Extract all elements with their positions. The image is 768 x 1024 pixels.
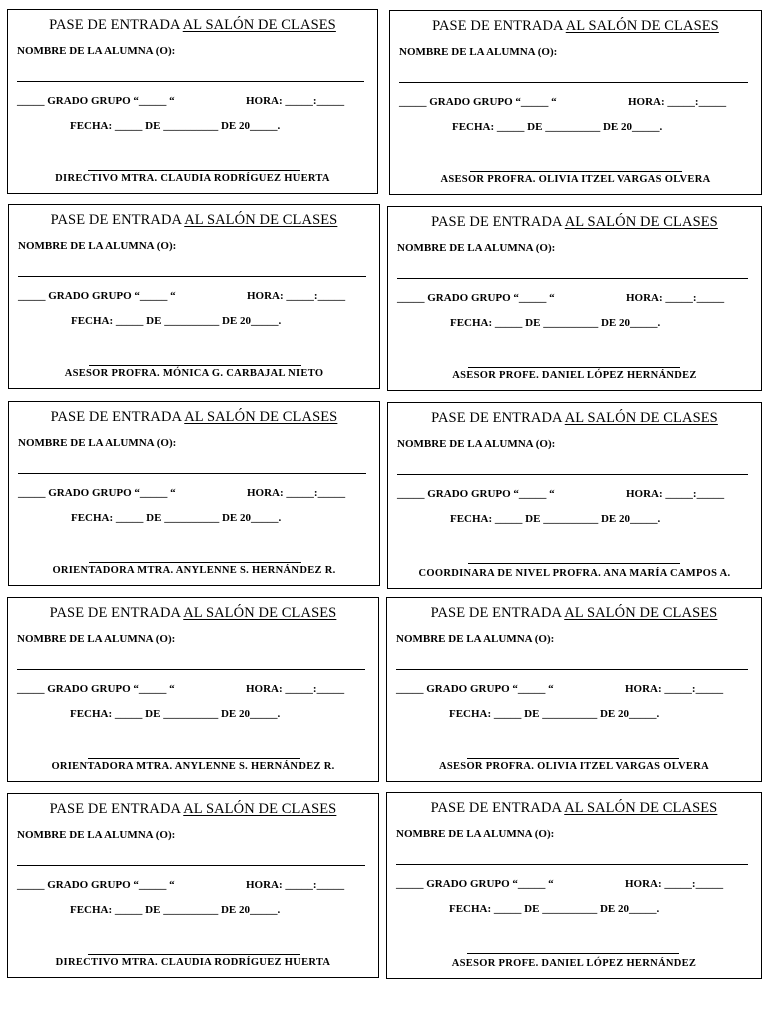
student-name-label: NOMBRE DE LA ALUMNA (O): <box>396 828 555 840</box>
pass-title <box>8 17 377 34</box>
fecha-field: FECHA: _____ DE __________ DE 20_____. <box>449 708 660 720</box>
pass-title-underlined: AL SALÓN DE CLASES <box>184 212 338 228</box>
hora-field: HORA: _____:_____ <box>626 488 725 500</box>
grado-grupo-field <box>17 879 175 891</box>
hora-field: HORA: _____:_____ <box>246 879 345 891</box>
pass-title-plain: PASE DE ENTRADA <box>50 212 185 228</box>
pass-title-underlined: AL SALÓN DE CLASES <box>564 605 718 621</box>
entry-pass-card <box>7 793 379 978</box>
grado-grupo-label: GRADO GRUPO “_____ “ <box>427 292 555 304</box>
hora-field: HORA: _____:_____ <box>247 290 346 302</box>
student-name-line <box>17 81 364 82</box>
fecha-field: FECHA: _____ DE __________ DE 20_____. <box>71 315 282 327</box>
grado-blank: _____ <box>396 683 427 695</box>
student-name-line <box>18 473 366 474</box>
signer-name: ASESOR PROFE. DANIEL LÓPEZ HERNÁNDEZ <box>452 370 697 381</box>
entry-pass-card <box>8 204 380 389</box>
grado-blank: _____ <box>17 879 48 891</box>
fecha-field: FECHA: _____ DE __________ DE 20_____. <box>70 120 281 132</box>
signature-line <box>468 367 680 368</box>
grado-blank: _____ <box>397 292 428 304</box>
student-name-line <box>397 278 748 279</box>
grado-grupo-label: GRADO GRUPO “_____ “ <box>47 95 175 107</box>
pass-title-plain: PASE DE ENTRADA <box>431 214 565 230</box>
pass-title-underlined: AL SALÓN DE CLASES <box>564 800 718 816</box>
entry-pass-card <box>387 402 762 589</box>
pass-title <box>9 409 379 426</box>
grado-blank: _____ <box>18 487 49 499</box>
entry-pass-card <box>7 597 379 782</box>
student-name-label: NOMBRE DE LA ALUMNA (O): <box>17 829 176 841</box>
pass-title-plain: PASE DE ENTRADA <box>49 605 184 621</box>
entry-pass-card <box>387 206 762 391</box>
hora-field: HORA: _____:_____ <box>246 95 345 107</box>
grado-grupo-label: GRADO GRUPO “_____ “ <box>48 487 176 499</box>
signer-name: ORIENTADORA MTRA. ANYLENNE S. HERNÁNDEZ R. <box>51 761 335 772</box>
grado-grupo-label: GRADO GRUPO “_____ “ <box>426 878 554 890</box>
student-name-label: NOMBRE DE LA ALUMNA (O): <box>17 633 176 645</box>
student-name-line <box>18 276 366 277</box>
signer-name: DIRECTIVO MTRA. CLAUDIA RODRÍGUEZ HUERTA <box>55 957 331 968</box>
grado-grupo-field <box>397 488 555 500</box>
signature-line <box>88 758 300 759</box>
student-name-line <box>396 864 748 865</box>
grado-grupo-field <box>18 487 176 499</box>
hora-field: HORA: _____:_____ <box>625 683 724 695</box>
pass-title <box>388 410 761 427</box>
grado-grupo-label: GRADO GRUPO “_____ “ <box>429 96 557 108</box>
pass-title-plain: PASE DE ENTRADA <box>49 801 184 817</box>
entry-pass-card <box>389 10 762 195</box>
hora-field: HORA: _____:_____ <box>247 487 346 499</box>
grado-grupo-field <box>399 96 557 108</box>
fecha-field: FECHA: _____ DE __________ DE 20_____. <box>70 708 281 720</box>
grado-grupo-label: GRADO GRUPO “_____ “ <box>426 683 554 695</box>
signer-name: ASESOR PROFRA. OLIVIA ITZEL VARGAS OLVERA <box>440 174 711 185</box>
pass-title-underlined: AL SALÓN DE CLASES <box>183 605 337 621</box>
pass-title <box>8 801 378 818</box>
pass-title-underlined: AL SALÓN DE CLASES <box>182 17 336 33</box>
signature-line <box>88 954 300 955</box>
hora-field: HORA: _____:_____ <box>628 96 727 108</box>
grado-grupo-label: GRADO GRUPO “_____ “ <box>47 879 175 891</box>
grado-grupo-label: GRADO GRUPO “_____ “ <box>47 683 175 695</box>
pass-title <box>8 605 378 622</box>
entry-pass-card <box>386 597 762 782</box>
fecha-field: FECHA: _____ DE __________ DE 20_____. <box>70 904 281 916</box>
pass-title <box>9 212 379 229</box>
signature-line <box>89 365 301 366</box>
pass-title-plain: PASE DE ENTRADA <box>430 605 565 621</box>
student-name-line <box>17 669 365 670</box>
signature-line <box>88 170 300 171</box>
signer-name: ORIENTADORA MTRA. ANYLENNE S. HERNÁNDEZ R. <box>52 565 336 576</box>
entry-pass-card <box>386 792 762 979</box>
pass-title-plain: PASE DE ENTRADA <box>430 800 565 816</box>
pass-title-plain: PASE DE ENTRADA <box>49 17 183 33</box>
grado-grupo-label: GRADO GRUPO “_____ “ <box>48 290 176 302</box>
hora-field: HORA: _____:_____ <box>246 683 345 695</box>
grado-blank: _____ <box>397 488 428 500</box>
fecha-field: FECHA: _____ DE __________ DE 20_____. <box>449 903 660 915</box>
pass-title-plain: PASE DE ENTRADA <box>431 410 565 426</box>
student-name-label: NOMBRE DE LA ALUMNA (O): <box>18 437 177 449</box>
entry-pass-card <box>8 401 380 586</box>
student-name-label: NOMBRE DE LA ALUMNA (O): <box>397 242 556 254</box>
pass-title-plain: PASE DE ENTRADA <box>50 409 185 425</box>
signature-line <box>467 953 679 954</box>
pass-title-plain: PASE DE ENTRADA <box>432 18 566 34</box>
pass-title <box>387 800 761 817</box>
student-name-line <box>397 474 748 475</box>
student-name-label: NOMBRE DE LA ALUMNA (O): <box>18 240 177 252</box>
grado-blank: _____ <box>17 683 48 695</box>
grado-blank: _____ <box>396 878 427 890</box>
grado-grupo-field <box>396 683 554 695</box>
entry-pass-card <box>7 9 378 194</box>
hora-field: HORA: _____:_____ <box>625 878 724 890</box>
student-name-line <box>399 82 748 83</box>
signer-name: DIRECTIVO MTRA. CLAUDIA RODRÍGUEZ HUERTA <box>55 173 330 184</box>
student-name-line <box>396 669 748 670</box>
signature-line <box>467 758 679 759</box>
grado-blank: _____ <box>17 95 48 107</box>
pass-title <box>387 605 761 622</box>
grado-grupo-field <box>397 292 555 304</box>
grado-blank: _____ <box>18 290 49 302</box>
grado-grupo-field <box>396 878 554 890</box>
pass-title-underlined: AL SALÓN DE CLASES <box>183 801 337 817</box>
signature-line <box>89 562 301 563</box>
student-name-label: NOMBRE DE LA ALUMNA (O): <box>397 438 556 450</box>
signature-line <box>468 563 680 564</box>
pass-title-underlined: AL SALÓN DE CLASES <box>564 214 718 230</box>
signer-name: ASESOR PROFRA. MÓNICA G. CARBAJAL NIETO <box>64 368 324 379</box>
student-name-label: NOMBRE DE LA ALUMNA (O): <box>399 46 558 58</box>
fecha-field: FECHA: _____ DE __________ DE 20_____. <box>450 317 661 329</box>
student-name-line <box>17 865 365 866</box>
pass-title-underlined: AL SALÓN DE CLASES <box>564 410 718 426</box>
grado-grupo-field <box>18 290 176 302</box>
signature-line <box>470 171 682 172</box>
signer-name: ASESOR PROFRA. OLIVIA ITZEL VARGAS OLVERA <box>438 761 709 772</box>
pass-title <box>388 214 761 231</box>
fecha-field: FECHA: _____ DE __________ DE 20_____. <box>450 513 661 525</box>
signer-name: ASESOR PROFE. DANIEL LÓPEZ HERNÁNDEZ <box>451 958 697 969</box>
student-name-label: NOMBRE DE LA ALUMNA (O): <box>17 45 176 57</box>
pass-title-underlined: AL SALÓN DE CLASES <box>184 409 338 425</box>
fecha-field: FECHA: _____ DE __________ DE 20_____. <box>452 121 663 133</box>
grado-grupo-field <box>17 683 175 695</box>
signer-name: COORDINARA DE NIVEL PROFRA. ANA MARÍA CAMPOS A. <box>418 568 731 579</box>
grado-blank: _____ <box>399 96 430 108</box>
grado-grupo-label: GRADO GRUPO “_____ “ <box>427 488 555 500</box>
pass-title <box>390 18 761 35</box>
student-name-label: NOMBRE DE LA ALUMNA (O): <box>396 633 555 645</box>
fecha-field: FECHA: _____ DE __________ DE 20_____. <box>71 512 282 524</box>
pass-title-underlined: AL SALÓN DE CLASES <box>565 18 719 34</box>
hora-field: HORA: _____:_____ <box>626 292 725 304</box>
grado-grupo-field <box>17 95 175 107</box>
